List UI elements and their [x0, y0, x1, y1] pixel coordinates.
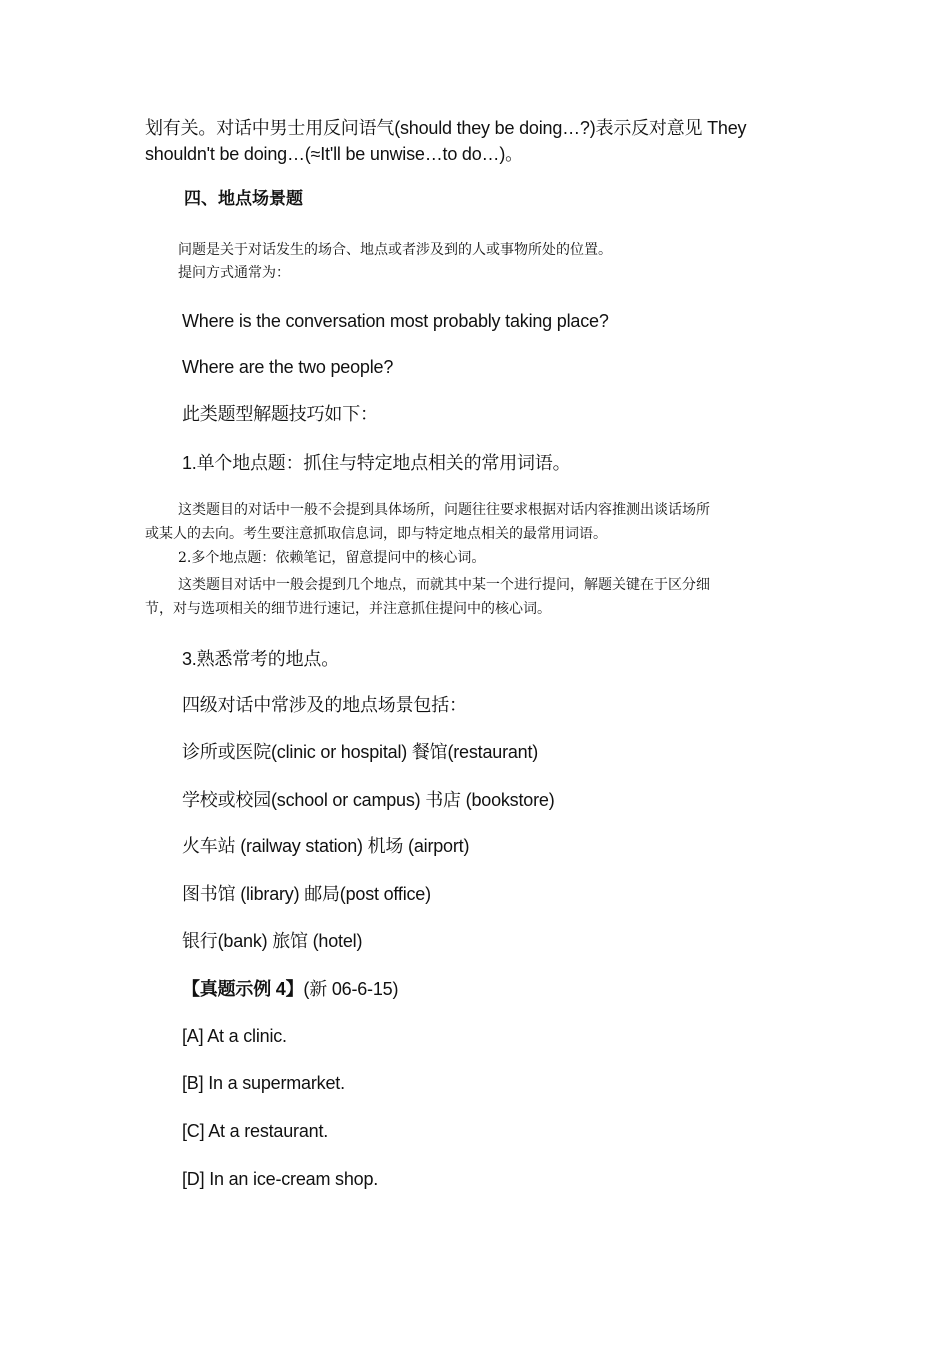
place-item: 图书馆 (library) 邮局(post office) [182, 884, 431, 904]
answer-option: [D] In an ice-cream shop. [182, 1169, 379, 1189]
intro-line-2: shouldn't be doing…(≈It'll be unwise…to do…)。 [145, 144, 523, 164]
tip3-title: 3.熟悉常考的地点。 [182, 649, 340, 669]
section-heading: 四、地点场景题 [184, 189, 303, 209]
tip2-body-line-1: 这类题目对话中一般会提到几个地点，而就其中某一个进行提问，解题关键在于区分细 [178, 577, 710, 593]
description-line-1: 问题是关于对话发生的场合、地点或者涉及到的人或事物所处的位置。 [178, 242, 612, 258]
place-item: 火车站 (railway station) 机场 (airport) [182, 836, 470, 856]
tip1-body-line-2: 或某人的去向。考生要注意抓取信息词，即与特定地点相关的最常用词语。 [145, 526, 607, 542]
place-item: 银行(bank) 旅馆 (hotel) [182, 931, 363, 951]
question-item: Where are the two people? [182, 357, 394, 377]
example-source: (新 06-6-15) [303, 979, 399, 999]
tip3-lead: 四级对话中常涉及的地点场景包括： [182, 695, 467, 715]
place-item: 学校或校园(school or campus) 书店 (bookstore) [182, 790, 555, 810]
example-heading [182, 976, 398, 1002]
example-label: 【真题示例 4】 [182, 979, 304, 999]
tip1-title: 1.单个地点题：抓住与特定地点相关的常用词语。 [182, 453, 571, 473]
answer-option: [A] At a clinic. [182, 1026, 287, 1046]
answer-option: [C] At a restaurant. [182, 1121, 329, 1141]
intro-paragraph [145, 115, 825, 167]
tip1-body-line-1: 这类题目的对话中一般不会提到具体场所，问题往往要求根据对话内容推测出谈话场所 [178, 502, 710, 518]
question-item: Where is the conversation most probably taking place? [182, 311, 609, 331]
place-item: 诊所或医院(clinic or hospital) 餐馆(restaurant) [182, 742, 539, 762]
tip2-title: 2.多个地点题：依赖笔记，留意提问中的核心词。 [178, 550, 486, 566]
intro-line-1: 划有关。对话中男士用反问语气(should they be doing…?)表示反对意见 They [145, 118, 747, 138]
description-line-2: 提问方式通常为： [178, 265, 290, 281]
tips-heading: 此类题型解题技巧如下： [182, 404, 378, 424]
tip2-body-line-2: 节，对与选项相关的细节进行速记，并注意抓住提问中的核心词。 [145, 601, 551, 617]
answer-option: [B] In a supermarket. [182, 1073, 345, 1093]
